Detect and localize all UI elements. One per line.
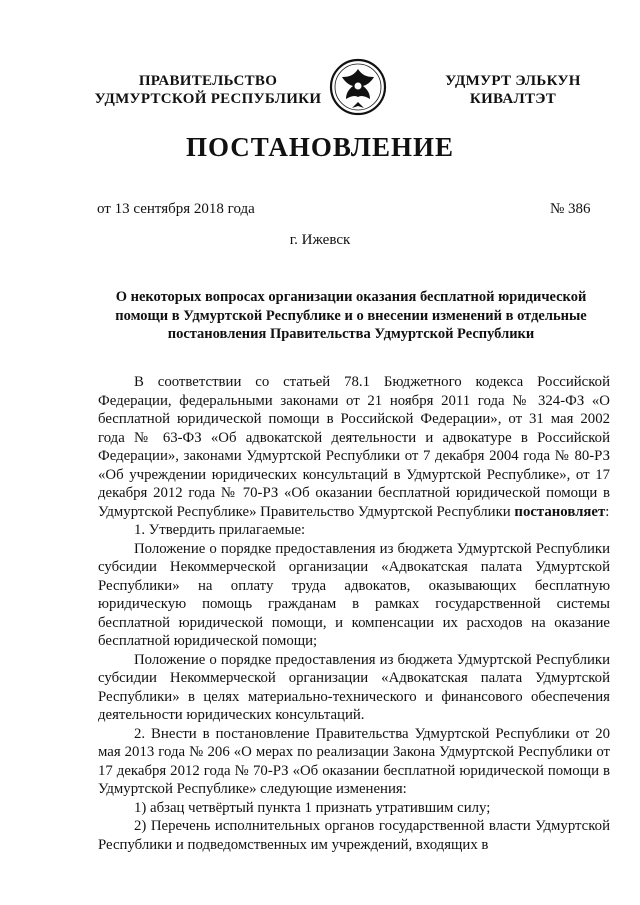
coat-of-arms-emblem-icon (329, 58, 387, 116)
header-right-line2: КИВАЛТЭТ (469, 91, 557, 107)
paragraph-regulation-2: Положение о порядке предоставления из бюджета Удмуртской Республики субсидии Некоммерческой организации «Адвокатская палата Удмуртской Республики» в целях материально-технического и финансового обеспечения деятельности юридических консультаций. (98, 651, 610, 723)
paragraph-item-2: 2. Внести в постановление Правительства Удмуртской Республики от 20 мая 2013 года № 206 «О мерах по реализации Закона Удмуртской Республики от 17 декабря 2012 года № 70-РЗ «Об оказании бесплатной юридической помощи в Удмуртской Республике» следующие изменения: (98, 725, 610, 797)
document-city: г. Ижевск (289, 232, 351, 248)
preamble-colon: : (605, 503, 610, 520)
header-right-line1: УДМУРТ ЭЛЬКУН (445, 73, 581, 89)
document-number: № 386 (550, 201, 591, 217)
paragraph-preamble (98, 373, 610, 521)
paragraph-subitem-2: 2) Перечень исполнительных органов государственной власти Удмуртской Республики и подведомственных им учреждений, входящих в (98, 818, 610, 853)
government-name-russian (88, 72, 328, 108)
paragraph-item-1: 1. Утвердить прилагаемые: (134, 522, 306, 538)
paragraph-regulation-1: Положение о порядке предоставления из бюджета Удмуртской Республики субсидии Некоммерческой организации «Адвокатская палата Удмуртской Республики» на оплату труда адвокатов, оказывающих бесплатную юридическую помощь гражданам в рамках государственной системы бесплатной юридической помощи, и компенсации их расходов на оказание бесплатной юридической помощи; (98, 540, 610, 649)
header-left-line1: ПРАВИТЕЛЬСТВО (138, 73, 278, 89)
header-left-line2: УДМУРТСКОЙ РЕСПУБЛИКИ (94, 91, 322, 107)
preamble-text: В соответствии со статьей 78.1 Бюджетного кодекса Российской Федерации, федеральными законами от 21 ноября 2011 года № 324-ФЗ «О бесплатной юридической помощи в Российской Федерации», от 31 мая 2002 года № 63-ФЗ «Об адвокатской деятельности и адвокатуре в Российской Федерации», законами Удмуртской Республики от 7 декабря 2004 года № 80-РЗ «Об учреждении юридических консультаций в Удмуртской Республике», от 17 декабря 2012 года № 70-РЗ «Об оказании бесплатной юридической помощи в Удмуртской Республике» Правительство Удмуртской Республики (98, 374, 610, 520)
document-date: от 13 сентября 2018 года (97, 201, 255, 217)
preamble-keyword: постановляет (514, 503, 606, 520)
government-name-udmurt (418, 72, 608, 108)
document-heading: О некоторых вопросах организации оказания бесплатной юридической помощи в Удмуртской Республике и о внесении изменений в отдельные постановления Правительства Удмуртской Республики (115, 289, 587, 342)
paragraph-subitem-1: 1) абзац четвёртый пункта 1 признать утратившим силу; (134, 799, 491, 816)
document-title: ПОСТАНОВЛЕНИЕ (185, 132, 455, 162)
document-body (98, 373, 610, 854)
